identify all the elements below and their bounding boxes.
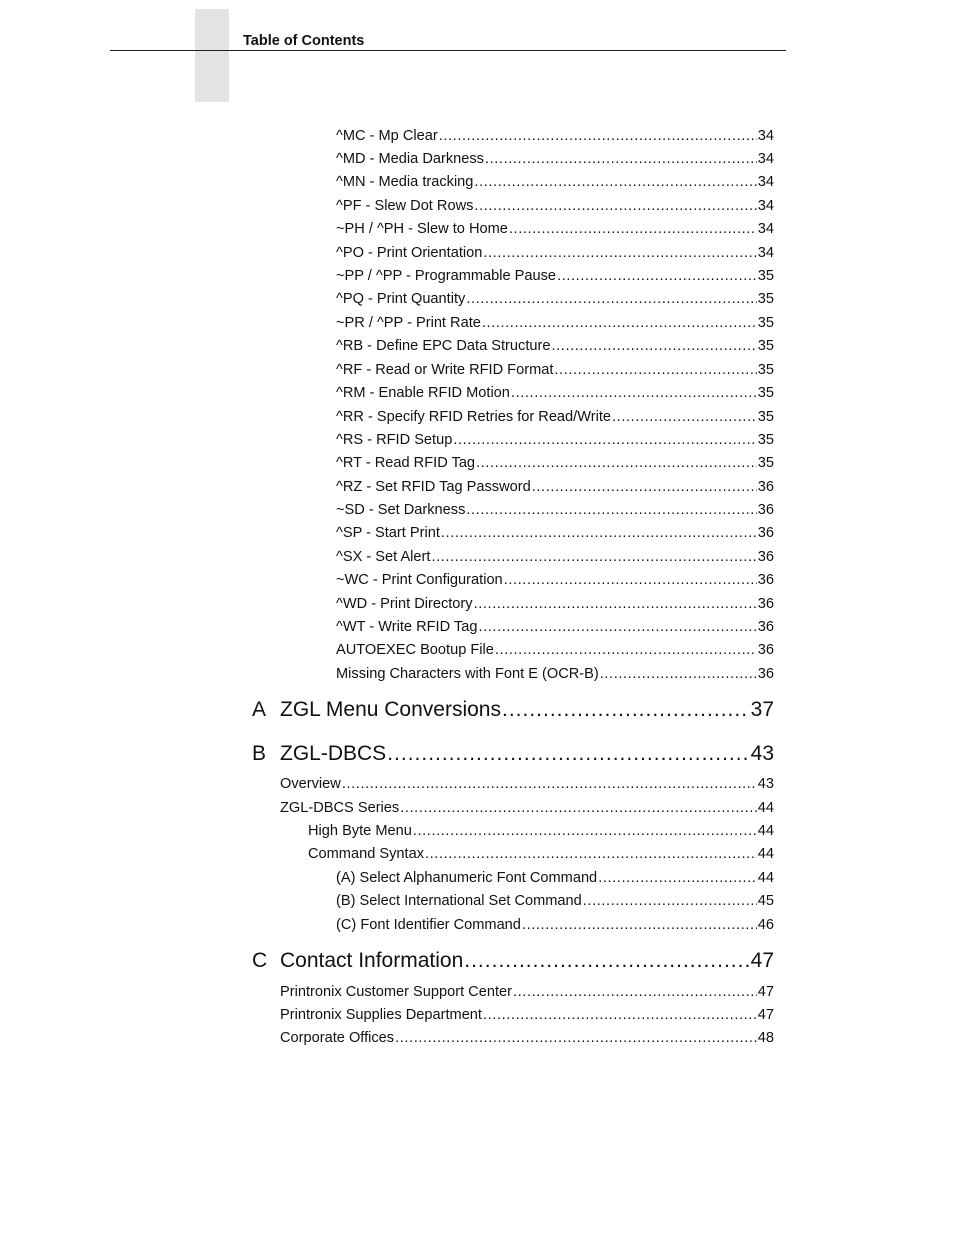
running-header-title: Table of Contents bbox=[243, 33, 365, 49]
toc-entry-page: 35 bbox=[757, 385, 774, 401]
toc-entry[interactable] bbox=[336, 314, 774, 332]
toc-entry-label: Printronix Supplies Department bbox=[280, 1007, 482, 1023]
toc-entry-page: 36 bbox=[757, 525, 774, 541]
toc-entry-page: 48 bbox=[757, 1030, 774, 1046]
toc-entry-label: ZGL Menu Conversions bbox=[280, 698, 501, 721]
toc-entry-page: 34 bbox=[757, 245, 774, 261]
dot-leader bbox=[504, 571, 757, 589]
toc-entry-page: 34 bbox=[757, 198, 774, 214]
toc-entry-label: ^PO - Print Orientation bbox=[336, 245, 483, 261]
toc-entry-label: (C) Font Identifier Command bbox=[336, 917, 521, 933]
toc-entry-label: ^RT - Read RFID Tag bbox=[336, 455, 476, 471]
toc-entry-page: 44 bbox=[757, 870, 774, 886]
toc-entry[interactable] bbox=[336, 548, 774, 566]
toc-entry[interactable] bbox=[336, 524, 774, 542]
toc-entry-page: 34 bbox=[757, 221, 774, 237]
dot-leader bbox=[431, 548, 756, 566]
toc-entry[interactable] bbox=[336, 571, 774, 589]
dot-leader bbox=[598, 869, 757, 887]
toc-entry-label: ^WT - Write RFID Tag bbox=[336, 619, 478, 635]
toc-entry-label: ^MC - Mp Clear bbox=[336, 128, 438, 144]
toc-entry-label: (A) Select Alphanumeric Font Command bbox=[336, 870, 598, 886]
toc-entry-label: Command Syntax bbox=[308, 846, 424, 862]
toc-entry-label: Printronix Customer Support Center bbox=[280, 984, 512, 1000]
toc-entry-page: 36 bbox=[757, 572, 774, 588]
dot-leader bbox=[551, 337, 756, 355]
toc-entry[interactable] bbox=[280, 1029, 774, 1047]
dot-leader bbox=[600, 665, 757, 683]
dot-leader bbox=[485, 150, 757, 168]
toc-entry-page: 47 bbox=[757, 984, 774, 1000]
toc-entry[interactable] bbox=[336, 150, 774, 168]
toc-entry[interactable] bbox=[336, 595, 774, 613]
dot-leader bbox=[612, 408, 757, 426]
dot-leader bbox=[453, 431, 756, 449]
toc-entry[interactable] bbox=[336, 220, 774, 238]
dot-leader bbox=[400, 799, 757, 817]
dot-leader bbox=[474, 173, 756, 191]
dot-leader bbox=[509, 220, 757, 238]
toc-entry[interactable] bbox=[336, 127, 774, 145]
dot-leader bbox=[425, 845, 757, 863]
toc-entry[interactable] bbox=[336, 869, 774, 887]
toc-entry-label: ~PP / ^PP - Programmable Pause bbox=[336, 268, 557, 284]
toc-entry-page: 45 bbox=[757, 893, 774, 909]
toc-entry-label: ~SD - Set Darkness bbox=[336, 502, 466, 518]
dot-leader bbox=[413, 822, 757, 840]
dot-leader bbox=[502, 697, 750, 723]
toc-entry-page: 34 bbox=[757, 151, 774, 167]
dot-leader bbox=[466, 290, 756, 308]
toc-entry-page: 43 bbox=[757, 776, 774, 792]
dot-leader bbox=[478, 618, 756, 636]
toc-entry[interactable] bbox=[336, 337, 774, 355]
dot-leader bbox=[522, 916, 757, 934]
toc-entry-label: Missing Characters with Font E (OCR-B) bbox=[336, 666, 599, 682]
toc-entry[interactable] bbox=[336, 384, 774, 402]
toc-entry[interactable] bbox=[336, 361, 774, 379]
toc-entry[interactable] bbox=[336, 454, 774, 472]
toc-entry[interactable] bbox=[336, 197, 774, 215]
toc-entry-label: ~WC - Print Configuration bbox=[336, 572, 503, 588]
toc-entry[interactable] bbox=[280, 983, 774, 1001]
toc-entry-label: ^RZ - Set RFID Tag Password bbox=[336, 479, 531, 495]
toc-entry-page: 44 bbox=[757, 800, 774, 816]
toc-entry[interactable] bbox=[336, 641, 774, 659]
toc-entry[interactable] bbox=[336, 244, 774, 262]
toc-entry[interactable] bbox=[336, 916, 774, 934]
dot-leader bbox=[387, 741, 749, 767]
dot-leader bbox=[557, 267, 757, 285]
toc-entry-page: 46 bbox=[757, 917, 774, 933]
toc-entry[interactable] bbox=[280, 775, 774, 793]
toc-entry-page: 35 bbox=[757, 268, 774, 284]
toc-entry-label: (B) Select International Set Command bbox=[336, 893, 582, 909]
dot-leader bbox=[513, 983, 757, 1001]
dot-leader bbox=[483, 1006, 757, 1024]
toc-entry-label: ^WD - Print Directory bbox=[336, 596, 473, 612]
toc-entry-label: Corporate Offices bbox=[280, 1030, 395, 1046]
toc-entry[interactable] bbox=[336, 618, 774, 636]
toc-entry[interactable] bbox=[336, 290, 774, 308]
toc-entry-page: 35 bbox=[757, 409, 774, 425]
toc-entry[interactable] bbox=[336, 267, 774, 285]
toc-entry-label: ^SX - Set Alert bbox=[336, 549, 431, 565]
toc-entry-page: 35 bbox=[757, 432, 774, 448]
dot-leader bbox=[554, 361, 756, 379]
toc-entry[interactable] bbox=[308, 845, 774, 863]
toc-entry-page: 36 bbox=[757, 549, 774, 565]
toc-entry-label: ~PH / ^PH - Slew to Home bbox=[336, 221, 508, 237]
toc-entry-page: 36 bbox=[757, 479, 774, 495]
toc-entry[interactable] bbox=[336, 431, 774, 449]
toc-entry-page: 36 bbox=[757, 502, 774, 518]
toc-entry-page: 36 bbox=[757, 666, 774, 682]
dot-leader bbox=[464, 948, 749, 974]
toc-entry-label: ^MD - Media Darkness bbox=[336, 151, 484, 167]
toc-entry-page: 35 bbox=[757, 362, 774, 378]
toc-entry-page: 36 bbox=[757, 619, 774, 635]
toc-entry-label: ^RR - Specify RFID Retries for Read/Write bbox=[336, 409, 612, 425]
toc-entry-label: ^RF - Read or Write RFID Format bbox=[336, 362, 554, 378]
dot-leader bbox=[583, 892, 757, 910]
toc-entry[interactable] bbox=[280, 1006, 774, 1024]
toc-entry[interactable] bbox=[336, 665, 774, 683]
appendix-a-letter: A bbox=[252, 698, 267, 721]
dot-leader bbox=[482, 314, 757, 332]
dot-leader bbox=[474, 595, 757, 613]
toc-appendix-a[interactable] bbox=[280, 697, 774, 723]
toc-appendix-b[interactable] bbox=[280, 741, 774, 767]
toc-entry-page: 36 bbox=[757, 596, 774, 612]
toc-entry-label: AUTOEXEC Bootup File bbox=[336, 642, 494, 658]
dot-leader bbox=[495, 641, 757, 659]
toc-entry-page: 47 bbox=[750, 949, 774, 972]
dot-leader bbox=[511, 384, 757, 402]
toc-entry-page: 34 bbox=[757, 128, 774, 144]
dot-leader bbox=[441, 524, 757, 542]
toc-entry-page: 43 bbox=[750, 742, 774, 765]
toc-entry-page: 35 bbox=[757, 455, 774, 471]
toc-entry-page: 35 bbox=[757, 338, 774, 354]
toc-entry-page: 36 bbox=[757, 642, 774, 658]
toc-entry-label: ^MN - Media tracking bbox=[336, 174, 474, 190]
toc-entry-label: ^RS - RFID Setup bbox=[336, 432, 453, 448]
appendix-b-letter: B bbox=[252, 742, 267, 765]
toc-entry-page: 44 bbox=[757, 823, 774, 839]
dot-leader bbox=[483, 244, 756, 262]
toc-entry-label: ^SP - Start Print bbox=[336, 525, 440, 541]
toc-entry-label: Overview bbox=[280, 776, 341, 792]
toc-entry[interactable] bbox=[336, 408, 774, 426]
dot-leader bbox=[466, 501, 756, 519]
toc-entry[interactable] bbox=[336, 478, 774, 496]
dot-leader bbox=[395, 1029, 757, 1047]
toc-entry-label: High Byte Menu bbox=[308, 823, 412, 839]
dot-leader bbox=[476, 454, 757, 472]
toc-entry[interactable] bbox=[336, 892, 774, 910]
toc-entry-label: ^PQ - Print Quantity bbox=[336, 291, 466, 307]
toc-entry-page: 35 bbox=[757, 291, 774, 307]
toc-entry[interactable] bbox=[336, 173, 774, 191]
dot-leader bbox=[342, 775, 757, 793]
toc-entry-label: ^PF - Slew Dot Rows bbox=[336, 198, 474, 214]
dot-leader bbox=[532, 478, 757, 496]
toc-entry-label: ZGL-DBCS bbox=[280, 742, 387, 765]
toc-entry-page: 44 bbox=[757, 846, 774, 862]
toc-entry[interactable] bbox=[308, 822, 774, 840]
toc-entry-label: ^RM - Enable RFID Motion bbox=[336, 385, 510, 401]
dot-leader bbox=[439, 127, 757, 145]
toc-entry-page: 47 bbox=[757, 1007, 774, 1023]
dot-leader bbox=[474, 197, 756, 215]
toc-entry-page: 34 bbox=[757, 174, 774, 190]
toc-entry-page: 35 bbox=[757, 315, 774, 331]
toc-entry-page: 37 bbox=[750, 698, 774, 721]
toc-entry[interactable] bbox=[280, 799, 774, 817]
toc-entry-label: Contact Information bbox=[280, 949, 464, 972]
toc-entry-label: ~PR / ^PP - Print Rate bbox=[336, 315, 481, 331]
appendix-c-letter: C bbox=[252, 949, 268, 972]
toc-entry-label: ^RB - Define EPC Data Structure bbox=[336, 338, 551, 354]
toc-entry[interactable] bbox=[336, 501, 774, 519]
toc-entry-label: ZGL-DBCS Series bbox=[280, 800, 400, 816]
toc-appendix-c[interactable] bbox=[280, 948, 774, 974]
